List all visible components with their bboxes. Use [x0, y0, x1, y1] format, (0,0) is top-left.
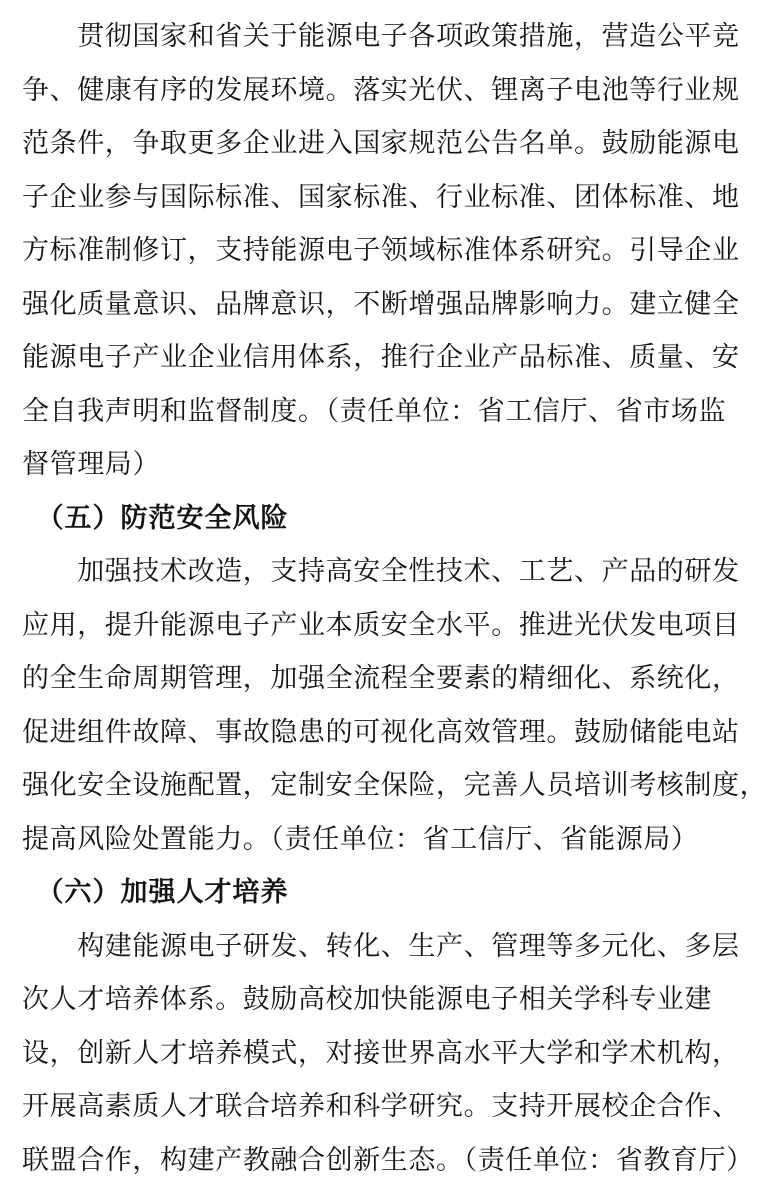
paragraph-line: 提高风险处置能力。（责任单位：省工信厅、省能源局） [22, 813, 685, 867]
paragraph-line: 联盟合作，构建产教融合创新生态。（责任单位：省教育厅） [22, 1134, 685, 1187]
paragraph-line: 加强技术改造，支持高安全性技术、工艺、产品的研发 [22, 545, 685, 599]
paragraph-line: 的全生命周期管理，加强全流程全要素的精细化、系统化， [22, 652, 685, 706]
paragraph-line: 贯彻国家和省关于能源电子各项政策措施，营造公平竞 [22, 10, 685, 64]
paragraph-line: 督管理局） [22, 438, 685, 492]
paragraph-line: 应用，提升能源电子产业本质安全水平。推进光伏发电项目 [22, 599, 685, 653]
paragraph-line: 争、健康有序的发展环境。落实光伏、锂离子电池等行业规 [22, 64, 685, 118]
paragraph-line: 开展高素质人才联合培养和科学研究。支持开展校企合作、 [22, 1080, 685, 1134]
paragraph-line: 次人才培养体系。鼓励高校加快能源电子相关学科专业建 [22, 973, 685, 1027]
paragraph-line: 促进组件故障、事故隐患的可视化高效管理。鼓励储能电站 [22, 706, 685, 760]
paragraph-line: 范条件，争取更多企业进入国家规范公告名单。鼓励能源电 [22, 117, 685, 171]
paragraph-line: 方标准制修订，支持能源电子领域标准体系研究。引导企业 [22, 224, 685, 278]
paragraph-line: 子企业参与国际标准、国家标准、行业标准、团体标准、地 [22, 171, 685, 225]
paragraph-line: 全自我声明和监督制度。（责任单位：省工信厅、省市场监 [22, 385, 685, 439]
section-heading-5: （五）防范安全风险 [22, 492, 685, 546]
paragraph-line: 强化安全设施配置，定制安全保险，完善人员培训考核制度， [22, 759, 685, 813]
paragraph-line: 设，创新人才培养模式，对接世界高水平大学和学术机构， [22, 1027, 685, 1081]
section-heading-6: （六）加强人才培养 [22, 866, 685, 920]
paragraph-line: 构建能源电子研发、转化、生产、管理等多元化、多层 [22, 920, 685, 974]
paragraph-line: 能源电子产业企业信用体系，推行企业产品标准、质量、安 [22, 331, 685, 385]
paragraph-line: 强化质量意识、品牌意识，不断增强品牌影响力。建立健全 [22, 278, 685, 332]
